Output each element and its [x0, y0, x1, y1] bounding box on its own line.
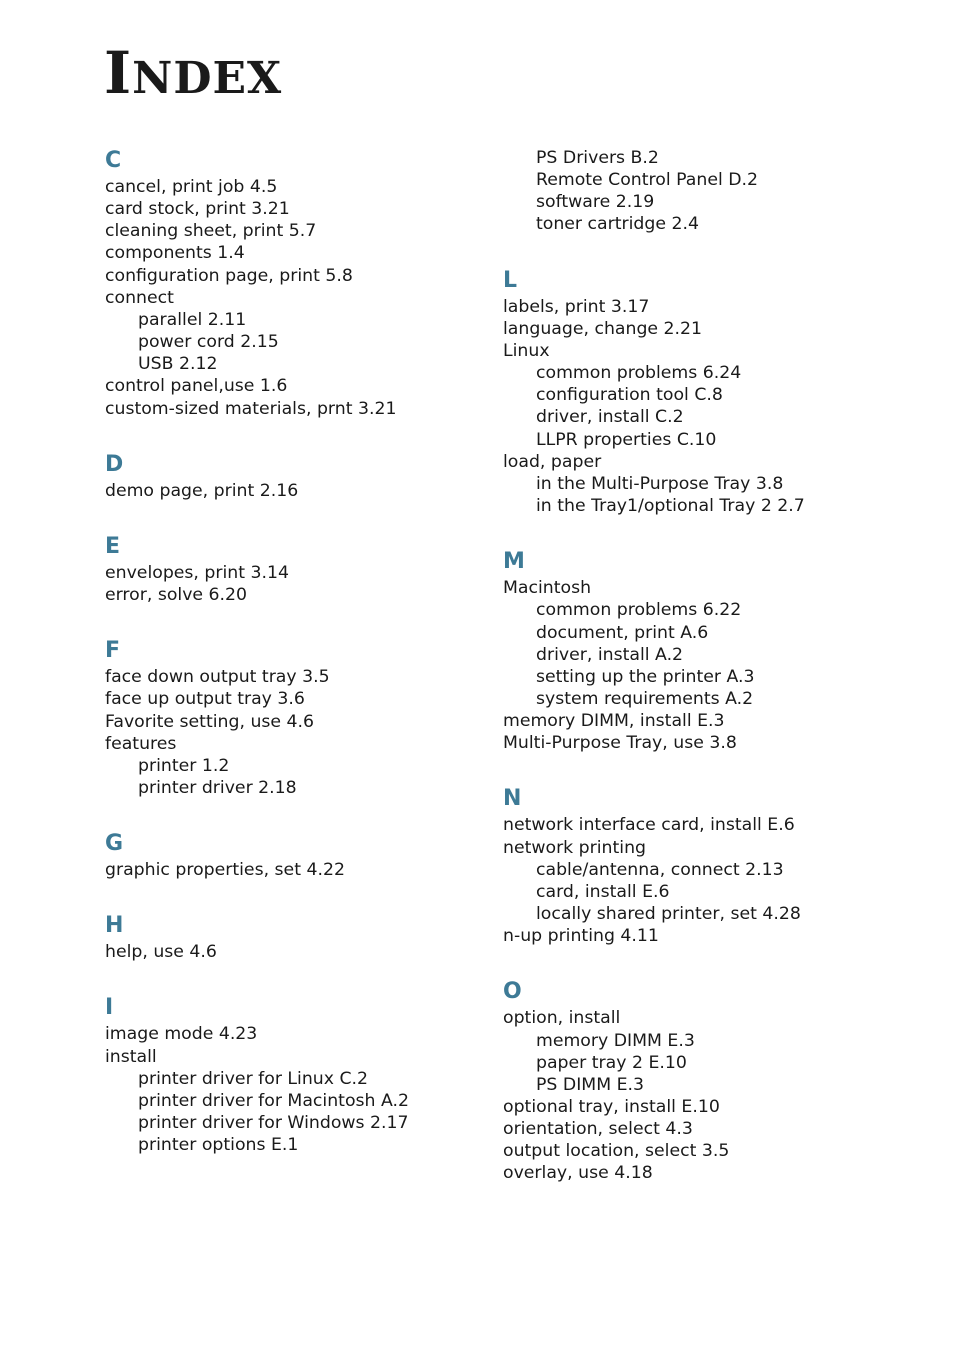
index-entry: Multi-Purpose Tray, use 3.8	[503, 733, 737, 754]
index-right-column	[503, 146, 923, 1185]
index-entry: image mode 4.23	[105, 1024, 258, 1045]
index-entry: custom-sized materials, prnt 3.21	[105, 398, 397, 419]
section-letter: F	[105, 638, 121, 664]
index-subentry: software 2.19	[536, 192, 655, 213]
section-letter: O	[503, 979, 522, 1005]
index-entry: optional tray, install E.10	[503, 1097, 720, 1117]
index-section-m	[503, 547, 923, 754]
section-letter: N	[503, 786, 522, 812]
page-title-initial: I	[104, 39, 133, 107]
index-section-l	[503, 266, 923, 518]
index-entry: network printing	[503, 837, 647, 858]
section-letter: D	[105, 451, 124, 477]
index-entry: demo page, print 2.16	[105, 480, 299, 501]
index-entry: cleaning sheet, print 5.7	[105, 221, 317, 242]
index-section-c	[105, 146, 485, 420]
index-entry: memory DIMM, install E.3	[503, 711, 725, 732]
index-subentry: printer 1.2	[138, 755, 230, 776]
index-subentry: cable/antenna, connect 2.13	[536, 859, 784, 880]
section-letter: H	[105, 913, 124, 939]
index-subentry: common problems 6.24	[536, 363, 742, 384]
index-subentry: memory DIMM E.3	[536, 1030, 695, 1051]
index-entry: features	[105, 733, 177, 754]
page-title-rest: NDEX	[132, 53, 283, 104]
index-entry: face down output tray 3.5	[105, 667, 330, 688]
index-entry: install	[105, 1046, 157, 1067]
index-subentry: PS DIMM E.3	[536, 1074, 645, 1095]
index-entry: output location, select 3.5	[503, 1141, 730, 1162]
index-section-g	[105, 829, 485, 881]
index-entry: n-up printing 4.11	[503, 926, 659, 947]
section-letter: L	[503, 267, 518, 293]
section-letter: I	[105, 995, 114, 1021]
index-entry: face up output tray 3.6	[105, 689, 305, 710]
index-section-i	[105, 993, 485, 1156]
index-subentry: printer driver 2.18	[138, 777, 297, 798]
index-subentry: system requirements A.2	[536, 688, 754, 709]
index-entry: help, use 4.6	[105, 942, 217, 963]
index-entry: network interface card, install E.6	[503, 815, 795, 836]
index-subentry: in the Tray1/optional Tray 2 2.7	[536, 496, 805, 517]
index-subentry: printer driver for Windows 2.17	[138, 1113, 409, 1134]
index-entry: configuration page, print 5.8	[105, 265, 353, 286]
index-entry: envelopes, print 3.14	[105, 562, 289, 583]
index-entry: connect	[105, 287, 174, 308]
index-section-continued	[503, 147, 923, 236]
page-title	[104, 39, 283, 107]
index-entry: labels, print 3.17	[503, 296, 650, 317]
section-letter: E	[105, 533, 121, 559]
index-section-n	[503, 784, 923, 947]
index-entry: card stock, print 3.21	[105, 199, 290, 220]
index-subentry: locally shared printer, set 4.28	[536, 904, 801, 925]
index-entry: option, install	[503, 1008, 621, 1029]
index-subentry: card, install E.6	[536, 881, 670, 902]
index-entry: components 1.4	[105, 243, 245, 264]
index-subentry: printer driver for Linux C.2	[138, 1068, 369, 1089]
section-letter: G	[105, 831, 124, 857]
index-section-d	[105, 450, 485, 502]
index-entry: graphic properties, set 4.22	[105, 860, 345, 881]
index-entry: language, change 2.21	[503, 318, 703, 339]
index-entry: error, solve 6.20	[105, 585, 248, 606]
index-entry: overlay, use 4.18	[503, 1163, 653, 1184]
section-letter: M	[503, 549, 525, 575]
index-subentry: USB 2.12	[138, 354, 218, 375]
index-entry: Linux	[503, 340, 550, 361]
index-subentry: configuration tool C.8	[536, 385, 723, 406]
index-left-column	[105, 146, 485, 1156]
index-entry: load, paper	[503, 451, 602, 472]
index-subentry: setting up the printer A.3	[536, 666, 755, 687]
index-subentry: LLPR properties C.10	[536, 429, 717, 450]
index-subentry: driver, install A.2	[536, 644, 684, 665]
index-entry: cancel, print job 4.5	[105, 177, 278, 197]
index-section-h	[105, 911, 485, 963]
index-entry: Favorite setting, use 4.6	[105, 711, 315, 732]
index-subentry: toner cartridge 2.4	[536, 214, 699, 235]
index-subentry: common problems 6.22	[536, 600, 742, 621]
index-subentry: power cord 2.15	[138, 332, 279, 353]
index-subentry: document, print A.6	[536, 622, 709, 643]
index-subentry: in the Multi-Purpose Tray 3.8	[536, 473, 784, 494]
index-entry: Macintosh	[503, 578, 592, 599]
index-subentry: Remote Control Panel D.2	[536, 170, 759, 191]
index-subentry: parallel 2.11	[138, 309, 247, 330]
index-section-e	[105, 532, 485, 606]
index-subentry: paper tray 2 E.10	[536, 1052, 687, 1073]
index-entry: orientation, select 4.3	[503, 1119, 693, 1140]
index-section-o	[503, 977, 923, 1184]
index-subentry: PS Drivers B.2	[536, 148, 659, 168]
index-subentry: printer options E.1	[138, 1135, 299, 1156]
index-entry: control panel,use 1.6	[105, 376, 288, 397]
section-letter: C	[105, 148, 122, 173]
index-section-f	[105, 636, 485, 799]
index-subentry: printer driver for Macintosh A.2	[138, 1090, 409, 1111]
index-subentry: driver, install C.2	[536, 407, 684, 428]
